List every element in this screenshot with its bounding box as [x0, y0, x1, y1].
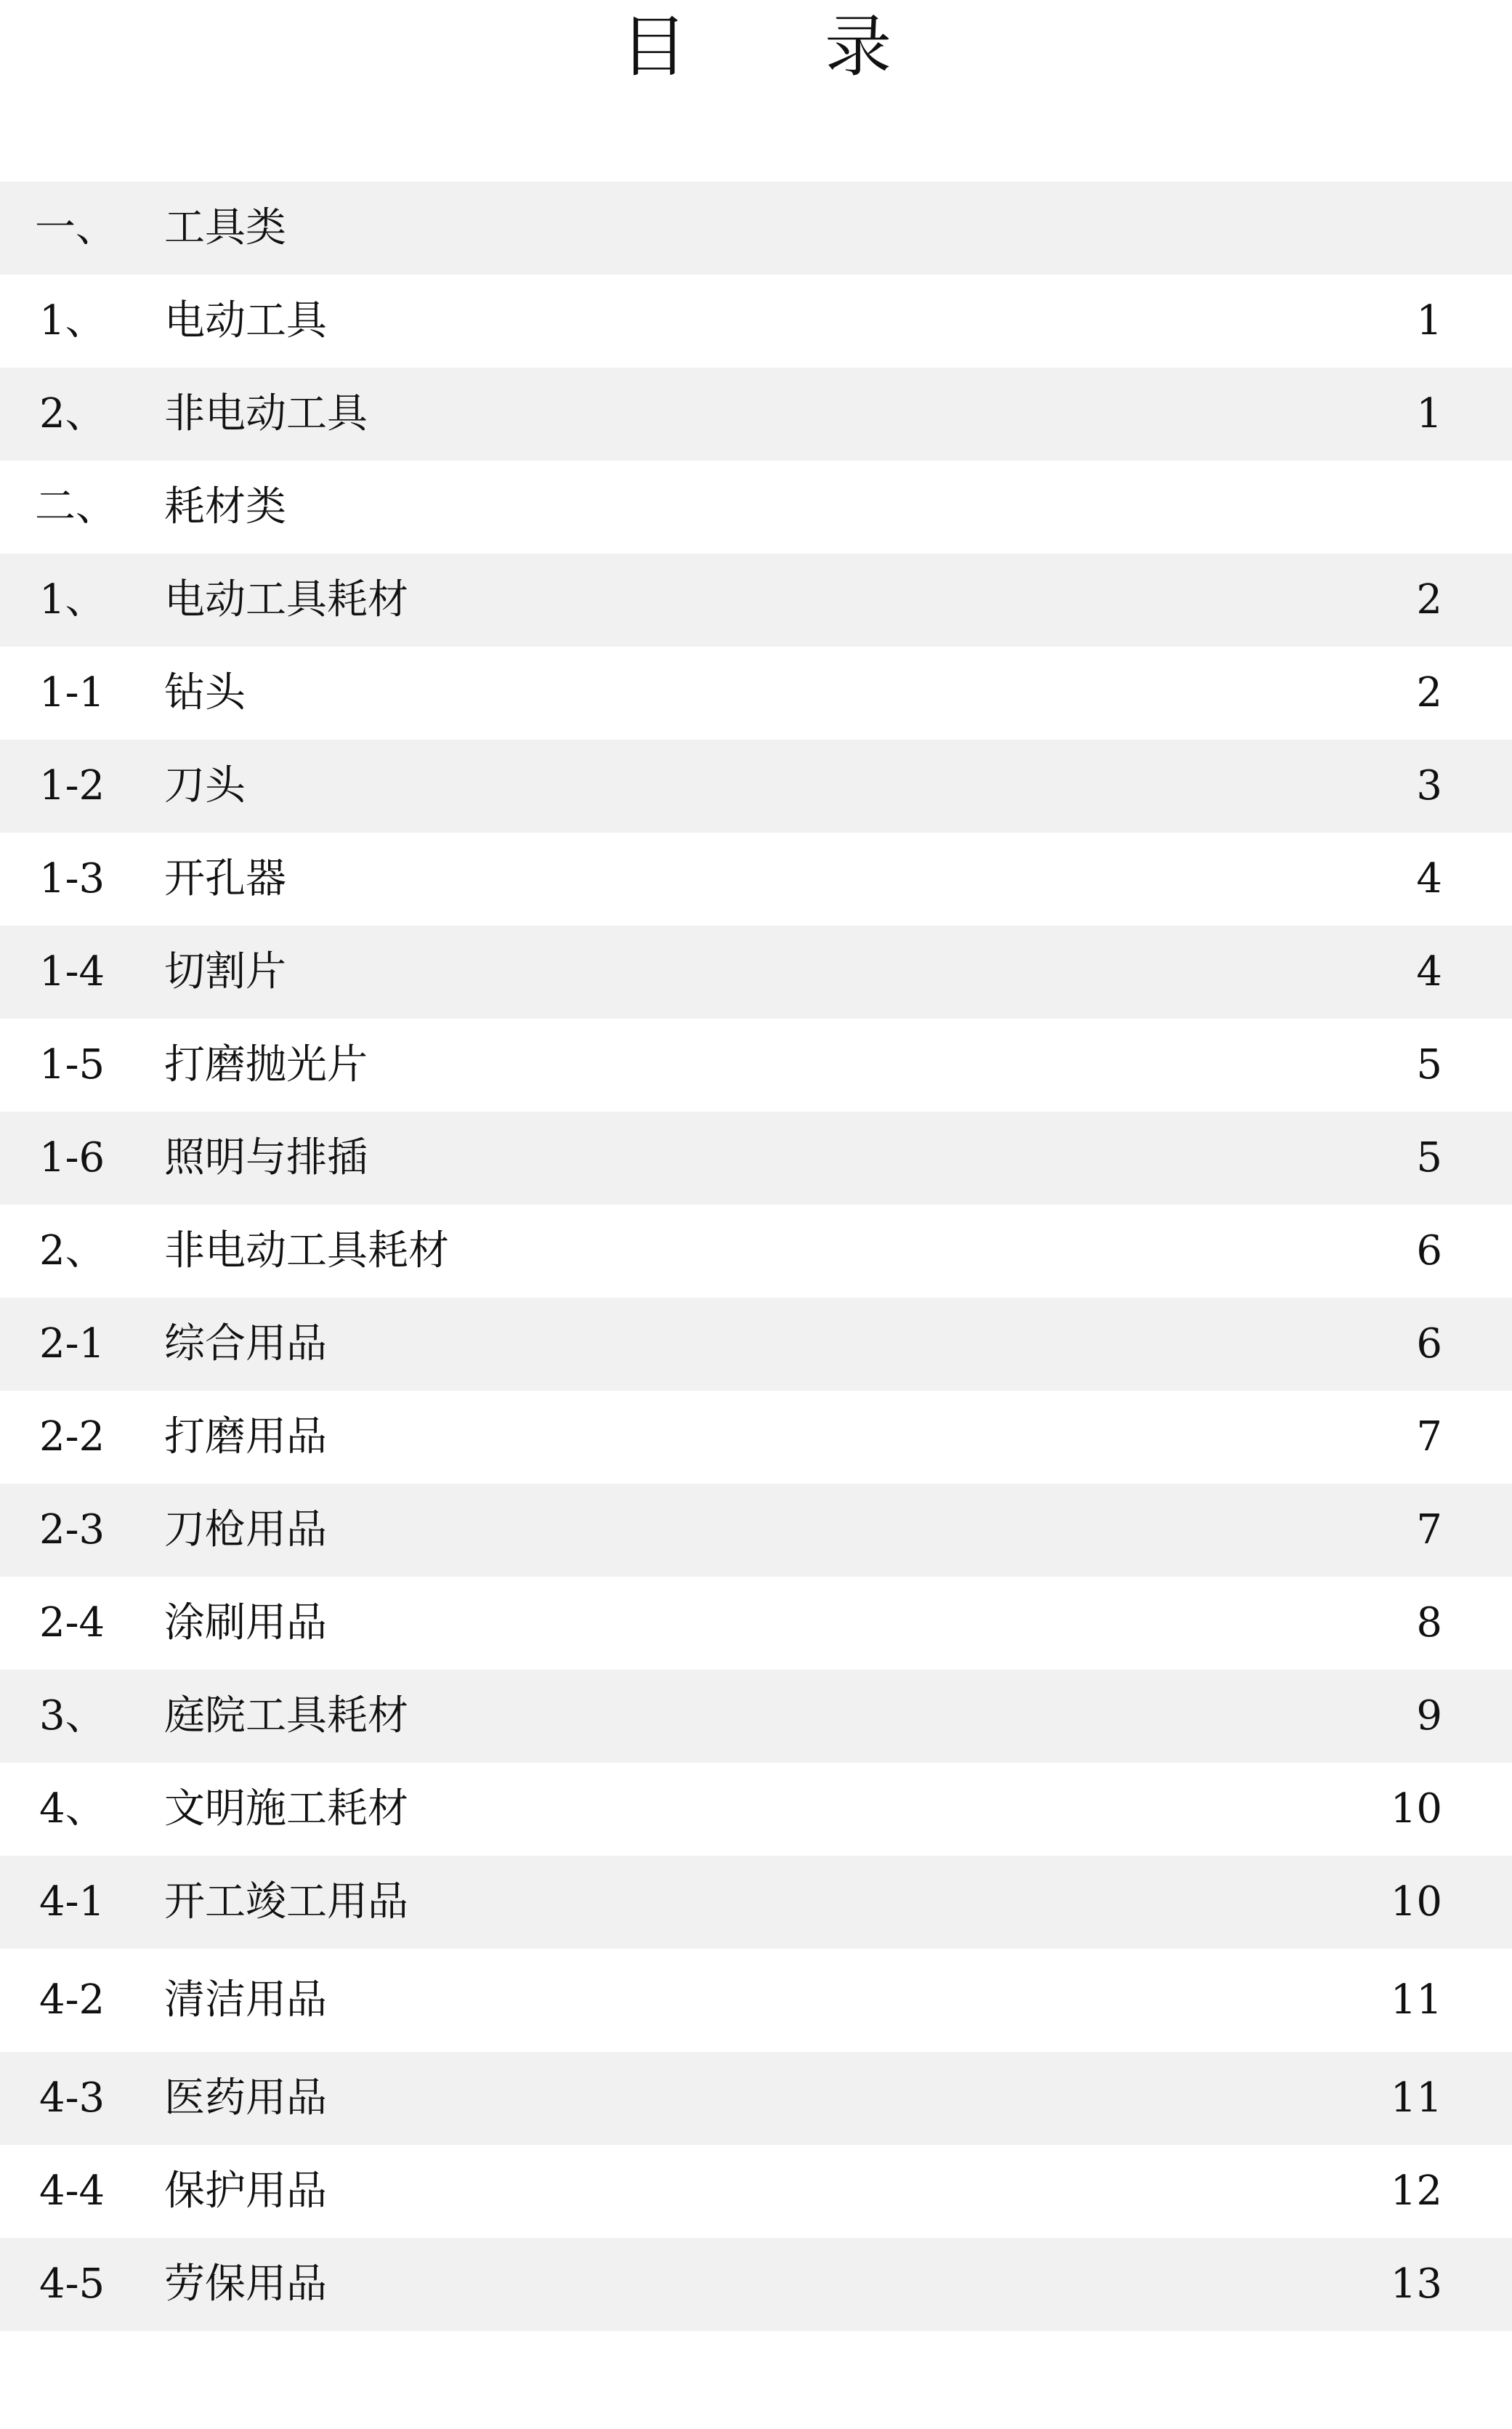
toc-entry[interactable] — [0, 1112, 1512, 1205]
toc-entry-label: 文明施工耗材 — [164, 1785, 408, 1832]
toc-entry-page: 10 — [1390, 1878, 1442, 1925]
toc-entry-label: 非电动工具 — [164, 390, 368, 437]
toc-entry[interactable] — [0, 926, 1512, 1019]
toc-entry[interactable] — [0, 1577, 1512, 1670]
toc-entry-label: 保护用品 — [164, 2167, 327, 2215]
toc-entry[interactable] — [0, 1670, 1512, 1763]
toc-entry[interactable] — [0, 647, 1512, 740]
toc-entry-page: 5 — [1416, 1134, 1442, 1181]
toc-entry-number: 2、 — [39, 1227, 106, 1274]
toc-entry-label: 钻头 — [164, 669, 246, 716]
toc-entry[interactable] — [0, 368, 1512, 461]
toc-entry-number: 1-5 — [39, 1041, 105, 1088]
toc-entry-page: 5 — [1416, 1041, 1442, 1088]
toc-entry-page: 11 — [1390, 1976, 1442, 2024]
toc-entry[interactable] — [0, 554, 1512, 647]
toc-entry[interactable] — [0, 275, 1512, 368]
toc-entry-page: 9 — [1416, 1692, 1442, 1739]
toc-entry-number: 4-2 — [39, 1976, 105, 2024]
toc-entry-number: 一、 — [35, 204, 116, 251]
toc-entry-page: 11 — [1390, 2074, 1442, 2122]
toc-entry[interactable] — [0, 182, 1512, 275]
toc-entry-page: 13 — [1390, 2260, 1442, 2308]
toc-entry-label: 庭院工具耗材 — [164, 1692, 408, 1739]
toc-entry[interactable] — [0, 1484, 1512, 1577]
toc-list — [0, 182, 1512, 2331]
toc-entry[interactable] — [0, 1763, 1512, 1856]
toc-entry-page: 3 — [1416, 762, 1442, 809]
toc-entry-page: 6 — [1416, 1320, 1442, 1367]
toc-entry-label: 开工竣工用品 — [164, 1878, 408, 1925]
toc-entry-number: 2、 — [39, 390, 106, 437]
toc-entry-label: 刀枪用品 — [164, 1506, 327, 1553]
toc-entry-label: 清洁用品 — [164, 1976, 327, 2024]
toc-entry[interactable] — [0, 2052, 1512, 2145]
toc-entry-page: 7 — [1416, 1413, 1442, 1460]
toc-entry-number: 1、 — [39, 297, 106, 344]
toc-entry-number: 1-4 — [39, 948, 105, 995]
toc-entry-page: 10 — [1390, 1785, 1442, 1832]
toc-entry-number: 4、 — [39, 1785, 106, 1832]
toc-entry[interactable] — [0, 1205, 1512, 1298]
toc-entry-page: 7 — [1416, 1506, 1442, 1553]
toc-entry[interactable] — [0, 2145, 1512, 2238]
toc-entry-number: 1、 — [39, 576, 106, 623]
toc-entry-page: 2 — [1416, 576, 1442, 623]
toc-entry-label: 综合用品 — [164, 1320, 327, 1367]
page-title: 目 录 — [620, 8, 950, 86]
toc-entry-label: 耗材类 — [164, 483, 286, 530]
toc-entry-number: 4-4 — [39, 2167, 105, 2215]
toc-entry-page: 4 — [1416, 948, 1442, 995]
toc-entry-page: 6 — [1416, 1227, 1442, 1274]
toc-entry[interactable] — [0, 1298, 1512, 1391]
toc-entry-page: 8 — [1416, 1599, 1442, 1646]
toc-entry[interactable] — [0, 461, 1512, 554]
toc-entry-number: 1-2 — [39, 762, 105, 809]
toc-entry[interactable] — [0, 833, 1512, 926]
toc-entry-number: 4-3 — [39, 2074, 105, 2122]
toc-entry-number: 1-1 — [39, 669, 105, 716]
toc-entry-label: 工具类 — [164, 204, 286, 251]
toc-entry[interactable] — [0, 1856, 1512, 1949]
toc-entry-number: 3、 — [39, 1692, 106, 1739]
toc-entry-label: 切割片 — [164, 948, 286, 995]
toc-entry-label: 电动工具耗材 — [164, 576, 408, 623]
toc-entry-label: 电动工具 — [164, 297, 327, 344]
toc-entry-page: 2 — [1416, 669, 1442, 716]
toc-entry-number: 1-3 — [39, 855, 105, 902]
toc-entry-label: 刀头 — [164, 762, 246, 809]
toc-entry-page: 1 — [1416, 390, 1442, 437]
toc-entry-label: 劳保用品 — [164, 2260, 327, 2308]
toc-entry-label: 照明与排插 — [164, 1134, 368, 1181]
toc-entry[interactable] — [0, 1019, 1512, 1112]
toc-entry-number: 2-1 — [39, 1320, 105, 1367]
toc-entry-number: 2-4 — [39, 1599, 105, 1646]
toc-entry-label: 非电动工具耗材 — [164, 1227, 449, 1274]
toc-entry-number: 4-5 — [39, 2260, 105, 2308]
toc-entry-label: 医药用品 — [164, 2074, 327, 2122]
toc-entry-number: 二、 — [35, 483, 116, 530]
toc-entry[interactable] — [0, 740, 1512, 833]
toc-entry-number: 4-1 — [39, 1878, 105, 1925]
toc-entry-label: 打磨抛光片 — [164, 1041, 368, 1088]
toc-entry-label: 涂刷用品 — [164, 1599, 327, 1646]
toc-entry-number: 2-2 — [39, 1413, 105, 1460]
toc-entry-number: 2-3 — [39, 1506, 105, 1553]
toc-entry[interactable] — [0, 1949, 1512, 2052]
toc-entry-page: 4 — [1416, 855, 1442, 902]
toc-entry-page: 1 — [1416, 297, 1442, 344]
toc-entry-number: 1-6 — [39, 1134, 105, 1181]
toc-entry-label: 开孔器 — [164, 855, 286, 902]
toc-entry-label: 打磨用品 — [164, 1413, 327, 1460]
toc-entry-page: 12 — [1390, 2167, 1442, 2215]
toc-entry[interactable] — [0, 2238, 1512, 2331]
toc-entry[interactable] — [0, 1391, 1512, 1484]
